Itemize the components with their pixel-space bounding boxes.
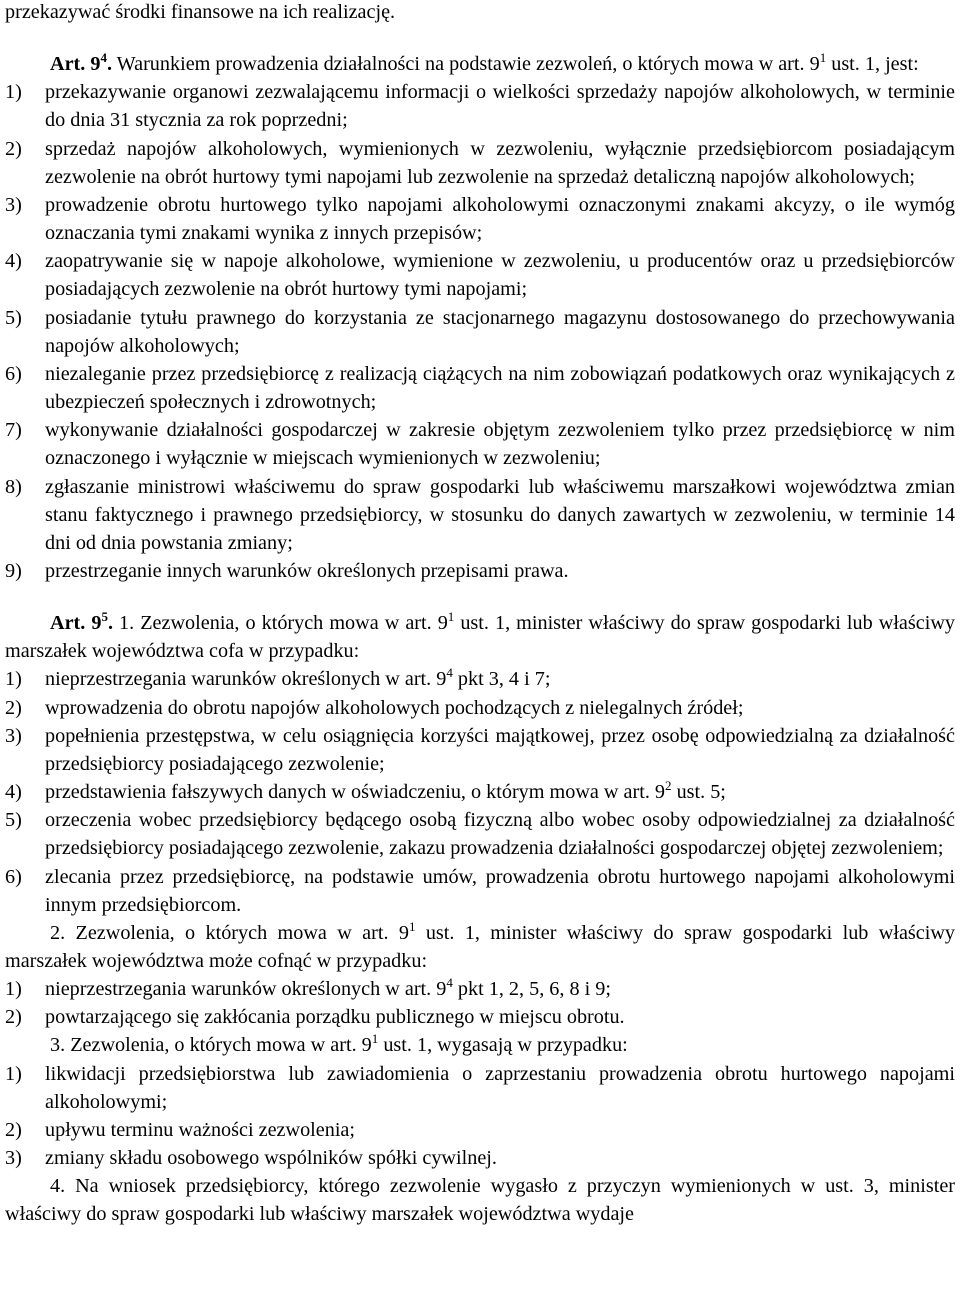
- list-item: 5) posiadanie tytułu prawnego do korzystania ze stacjonarnego magazynu dostosowanego do przechowywania napojów alkoholowych;: [5, 306, 955, 357]
- article-9-5-paragraph-2: 2. Zezwolenia, o których mowa w art. $9^1$ ust. 1, minister właściwy do spraw gospodarki lub właściwy marszałek województwa może cofnąć w przypadku:: [5, 918, 955, 972]
- list-item: 8) zgłaszanie ministrowi właściwemu do spraw gospodarki lub właściwemu marszałkowi województwa zmian stanu faktycznego i prawnego przedsiębiorcy, w stosunku do danych zawartych w zezwoleniu, w terminie 14 dni od dnia powstania zmiany;: [5, 475, 955, 554]
- article-9-5-p3-list: [5, 1060, 955, 1173]
- list-item: 2) sprzedaż napojów alkoholowych, wymienionych w zezwoleniu, wyłącznie przedsiębiorcom posiadającym zezwolenie na obrót hurtowy tymi napojami lub zezwolenie na sprzedaż detaliczną napojów alkoholowych;: [5, 137, 955, 188]
- article-9-4-list: [5, 78, 955, 585]
- article-label: Art. $9^5$.: [50, 609, 113, 635]
- list-item: 6) zlecania przez przedsiębiorcę, na podstawie umów, prowadzenia obrotu hurtowego napojami alkoholowymi innym przedsiębiorcom.: [5, 865, 955, 916]
- list-item: 2) powtarzającego się zakłócania porządku publicznego w miejscu obrotu.: [5, 1006, 625, 1029]
- list-item: 2) upływu terminu ważności zezwolenia;: [5, 1118, 355, 1141]
- list-item: 5) orzeczenia wobec przedsiębiorcy będącego osobą fizyczną albo wobec osoby odpowiedzialnej za działalność przedsiębiorcy posiadającego zezwolenie, zakazu prowadzenia działalności gospodarczej objętej zezwoleniem;: [5, 809, 955, 860]
- article-9-5-p2-list: [5, 975, 955, 1031]
- list-item: 9) przestrzeganie innych warunków określonych przepisami prawa.: [5, 559, 569, 582]
- list-item: 3) popełnienia przestępstwa, w celu osiągnięcia korzyści majątkowej, przez osobę odpowiedzialną za działalność przedsiębiorcy posiadającego zezwolenie;: [5, 724, 955, 775]
- article-9-5-paragraph-4: 4. Na wniosek przedsiębiorcy, którego zezwolenie wygasło z przyczyn wymienionych w ust. 3, minister właściwy do spraw gospodarki lub właściwy marszałek województwa wydaje: [5, 1175, 955, 1226]
- list-item: 4) przedstawienia fałszywych danych w oświadczeniu, o którym mowa w art. $9^2$ ust. 5;: [5, 778, 726, 804]
- list-item: 1) nieprzestrzegania warunków określonych w art. $9^4$ pkt 3, 4 i 7;: [5, 665, 551, 691]
- list-item: 2) wprowadzenia do obrotu napojów alkoholowych pochodzących z nielegalnych źródeł;: [5, 696, 744, 719]
- document-page: [5, 0, 955, 1229]
- list-item: 4) zaopatrywanie się w napoje alkoholowe, wymienione w zezwoleniu, u producentów oraz u przedsiębiorców posiadających zezwolenie na obrót hurtowy tymi napojami;: [5, 250, 955, 301]
- list-item: 7) wykonywanie działalności gospodarczej w zakresie objętym zezwoleniem tylko przez przedsiębiorcę w nim oznaczonego i wyłącznie w miejscach wymienionych w zezwoleniu;: [5, 419, 955, 470]
- list-item: 3) zmiany składu osobowego wspólników spółki cywilnej.: [5, 1147, 497, 1170]
- article-9-5-paragraph-3: 3. Zezwolenia, o których mowa w art. $9^1$ ust. 1, wygasają w przypadku:: [50, 1031, 628, 1057]
- article-label: Art. $9^4$.: [50, 50, 112, 76]
- article-9-5-paragraph-1: Art. $9^5$. 1. Zezwolenia, o których mowa w art. $9^1$ ust. 1, minister właściwy do spraw gospodarki lub właściwy marszałek województwa cofa w przypadku:: [5, 609, 955, 663]
- list-item: 6) niezaleganie przez przedsiębiorcę z realizacją ciążących na nim zobowiązań podatkowych oraz wynikających z ubezpieczeń społecznych i zdrowotnych;: [5, 362, 955, 414]
- article-9-5-p1-list: [5, 665, 955, 918]
- list-item: 1) likwidacji przedsiębiorstwa lub zawiadomienia o zaprzestaniu prowadzenia obrotu hurtowego napojami alkoholowymi;: [5, 1062, 955, 1113]
- list-item: 1) nieprzestrzegania warunków określonych w art. $9^4$ pkt 1, 2, 5, 6, 8 i 9;: [5, 975, 611, 1001]
- intro-tail: przekazywać środki finansowe na ich realizację.: [5, 1, 396, 23]
- list-item: 1) przekazywanie organowi zezwalającemu informacji o wielkości sprzedaży napojów alkoholowych, w terminie do dnia 31 stycznia za rok poprzedni;: [5, 81, 955, 132]
- list-item: 3) prowadzenie obrotu hurtowego tylko napojami alkoholowymi oznaczonymi znakami akcyzy, o ile wymóg oznaczania tymi znakami wynika z innych przepisów;: [5, 193, 955, 245]
- article-9-4-heading: Art. $9^4$. Warunkiem prowadzenia działalności na podstawie zezwoleń, o których mowa w art. $9^1$ ust. 1, jest:: [50, 50, 919, 76]
